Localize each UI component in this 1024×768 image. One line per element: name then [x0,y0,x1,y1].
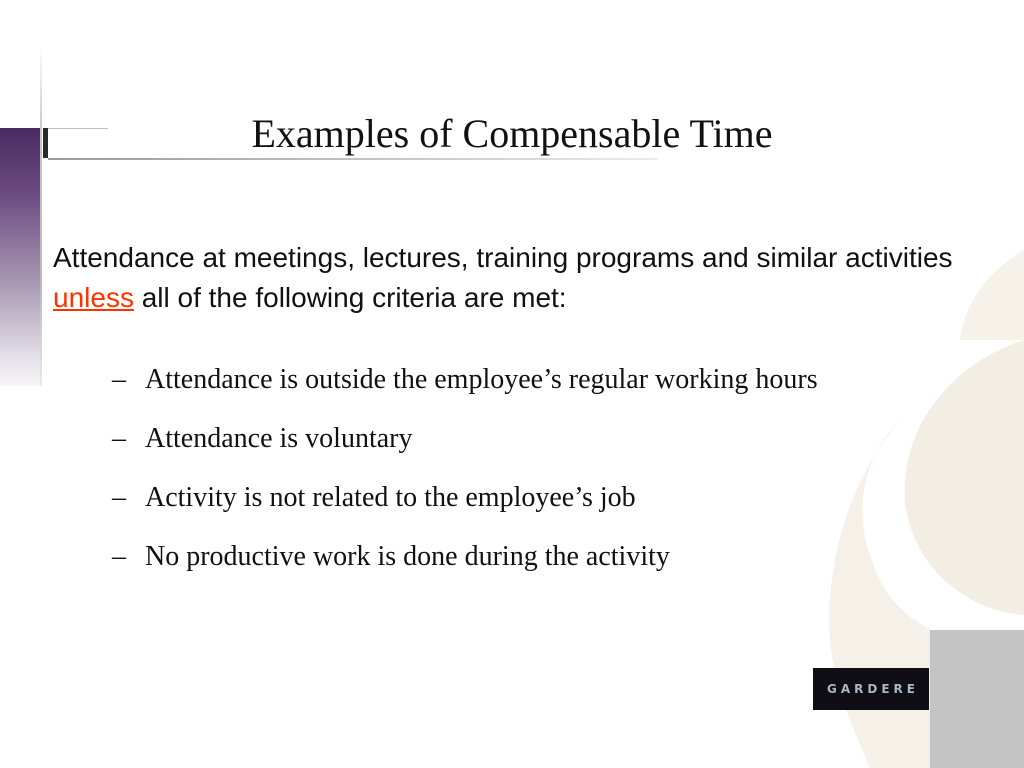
right-gray-block [930,630,1024,768]
gardere-logo [813,668,929,710]
slide-title: Examples of Compensable Time [251,111,773,156]
list-item [112,478,912,518]
list-item-text: Activity is not related to the employee’s job [145,482,636,513]
intro-paragraph [53,238,953,318]
bullet-dash: – [112,482,126,513]
vertical-rule [40,44,42,386]
bullet-dash: – [112,541,126,572]
list-item [112,360,912,400]
criteria-list [112,360,912,596]
list-item [112,537,912,577]
intro-emphasis: unless [53,282,134,313]
list-item [112,419,912,459]
list-item-text: Attendance is outside the employee’s regular working hours [145,364,818,395]
bullet-dash: – [112,364,126,395]
logo-text: GARDERE [827,682,919,696]
intro-text-after: all of the following criteria are met: [133,282,567,313]
title-underline-rule [48,158,658,160]
left-accent-bar [0,128,40,386]
list-item-text: No productive work is done during the activity [145,541,670,572]
bullet-dash: – [112,423,126,454]
list-item-text: Attendance is voluntary [145,423,413,454]
intro-text-before: Attendance at meetings, lectures, training programs and similar activities [53,242,953,273]
